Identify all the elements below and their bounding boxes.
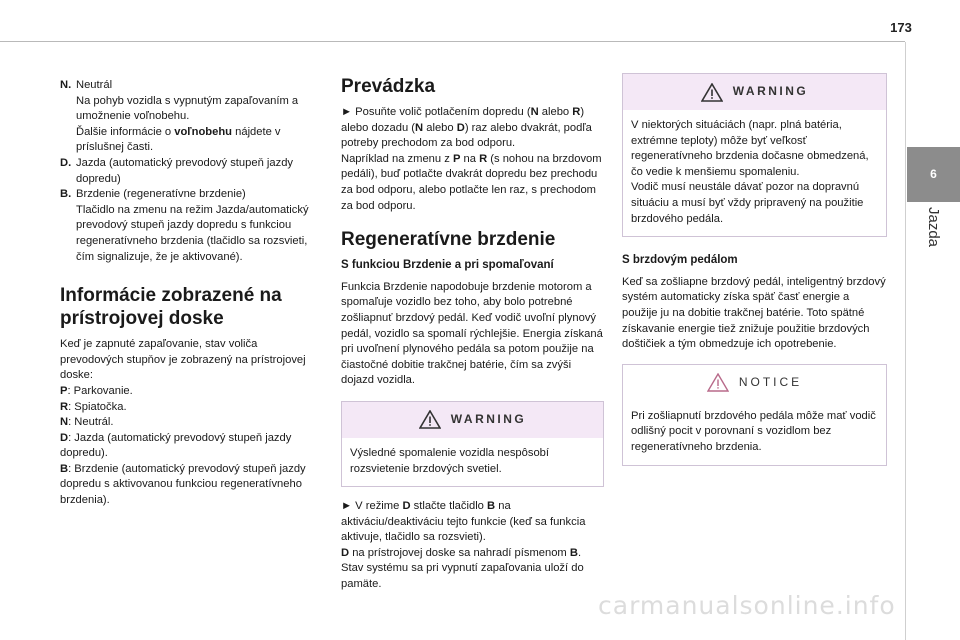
page-number: 173 bbox=[890, 20, 912, 35]
pedal-paragraph: Keď sa zošliapne brzdový pedál, inteligentný brzdový systém automaticky získa späť časť energie a použije ju na dobitie trakčnej batérie. Toto spätné získavanie energie tiež znižuje použitie brzdových doštičiek a tým obmedzuje ich opotrebenie. bbox=[622, 275, 886, 351]
subheading-spomalovanie: S funkciou Brzdenie a pri spomaľovaní bbox=[341, 259, 554, 272]
warning-label: WARNING bbox=[450, 412, 527, 427]
warning-header bbox=[342, 402, 603, 438]
column-right bbox=[622, 73, 887, 466]
regen-paragraph: Funkcia Brzdenie napodobuje brzdenie motorom a spomaľuje vozidlo bez toho, aby bolo potrebné zošliapnuť brzdový pedál. Keď vodič uvoľní plynový pedál, vozidlo sa spomalí rýchlejšie. Energia získaná pri uvoľnení plynového pedála sa potom použije na čiastočné dobitie trakčnej batérie, čím sa zvýši dojazd vozidla. bbox=[341, 280, 603, 387]
warning-triangle-icon bbox=[419, 410, 441, 429]
header-rule bbox=[0, 41, 905, 42]
warning-box bbox=[341, 401, 604, 487]
column-left bbox=[60, 78, 322, 509]
instrument-intro: Keď je zapnuté zapaľovanie, stav voliča prevodových stupňov je zobrazený na prístrojovej doske: bbox=[60, 338, 306, 382]
section-heading-operation: Prevádzka bbox=[341, 76, 436, 97]
chapter-title-text: Jazda bbox=[925, 207, 942, 248]
definition-line: Brzdenie (regeneratívne brzdenie) bbox=[76, 188, 246, 201]
notice-triangle-icon bbox=[707, 373, 729, 392]
definition-d bbox=[60, 156, 322, 187]
warning-text: Výsledné spomalenie vozidla nespôsobí rozsvietenie brzdových svetiel. bbox=[350, 446, 550, 475]
notice-label: NOTICE bbox=[738, 374, 803, 389]
definition-term: B. bbox=[60, 188, 72, 201]
notice-header bbox=[623, 365, 886, 401]
chapter-number: 6 bbox=[930, 166, 937, 181]
notice-box bbox=[622, 364, 887, 466]
subheading-brzdovy-pedal: S brzdovým pedálom bbox=[622, 254, 738, 267]
section-heading-regen: Regeneratívne brzdenie bbox=[341, 229, 556, 251]
operation-text: ► Posuňte volič potlačením dopredu (N alebo R) alebo dozadu (N alebo D) raz alebo dvakrát, podľa potreby prechodom za bod odporu. Napríklad na zmenu z P na R (s nohou na brzdovom pedáli), buď potlačte dvakrát dopredu bez prechodu za bod odporu, alebo potlačte len raz, s prechodom za bod odporu. bbox=[341, 106, 602, 212]
chapter-tab[interactable] bbox=[907, 147, 960, 202]
warning-header bbox=[623, 74, 886, 110]
state-item: P: Parkovanie. bbox=[60, 384, 133, 397]
warning-triangle-icon bbox=[701, 83, 723, 102]
state-item: D: Jazda (automatický prevodový stupeň jazdy dopredu). bbox=[60, 431, 292, 460]
definition-line: Jazda (automatický prevodový stupeň jazdy dopredu) bbox=[76, 156, 294, 185]
definition-b bbox=[60, 187, 322, 265]
state-item: R: Spiatočka. bbox=[60, 400, 127, 413]
mode-text: ► V režime D stlačte tlačidlo B na aktiváciu/deaktiváciu tejto funkcie (keď sa funkcia aktivuje, tlačidlo sa rozsvieti). D na prístrojovej doske sa nahradí písmenom B. Stav systému sa pri vypnutí zapaľovania uloží do pamäte. bbox=[341, 500, 586, 591]
warning-text: V niektorých situáciách (napr. plná batéria, extrémne teploty) môže byť veľkosť regeneratívneho brzdenia dočasne obmedzená, čo vedie k menšiemu spomaleniu. Vodič musí neustále dávať pozor na dopravnú situáciu a musí byť vždy pripravený na použitie brzdového pedála. bbox=[631, 119, 869, 225]
definition-n bbox=[60, 78, 322, 156]
notice-text: Pri zošliapnutí brzdového pedála môže mať vodič odlišný pocit v porovnaní s vozidlom bez regeneratívneho brzdenia. bbox=[631, 409, 876, 453]
sidebar-rule bbox=[905, 42, 906, 640]
definition-extra: Ďalšie informácie o voľnobehu nájdete v príslušnej časti. bbox=[76, 125, 281, 154]
state-item: B: Brzdenie (automatický prevodový stupeň jazdy dopredu s aktivovanou funkciou regeneratívneho brzdenia). bbox=[60, 462, 306, 507]
chapter-title bbox=[905, 207, 960, 267]
definition-line: Tlačidlo na zmenu na režim Jazda/automatický prevodový stupeň jazdy dopredu s funkciou regeneratívneho brzdenia (tlačidlo sa rozsvieti, čím signalizuje, že je aktivované). bbox=[76, 203, 309, 263]
state-item: N: Neutrál. bbox=[60, 416, 114, 429]
definition-line: Na pohyb vozidla s vypnutým zapaľovaním a umožnenie voľnobehu. bbox=[76, 94, 299, 123]
section-heading-instrument: Informácie zobrazené na prístrojovej doske bbox=[60, 285, 282, 330]
warning-label: WARNING bbox=[732, 84, 809, 99]
column-middle bbox=[341, 78, 604, 593]
watermark: carmanualsonline.info bbox=[598, 591, 896, 620]
definition-line: Neutrál bbox=[76, 79, 113, 91]
definition-term: N. bbox=[60, 79, 72, 91]
definition-term: D. bbox=[60, 156, 72, 169]
warning-box bbox=[622, 73, 887, 237]
